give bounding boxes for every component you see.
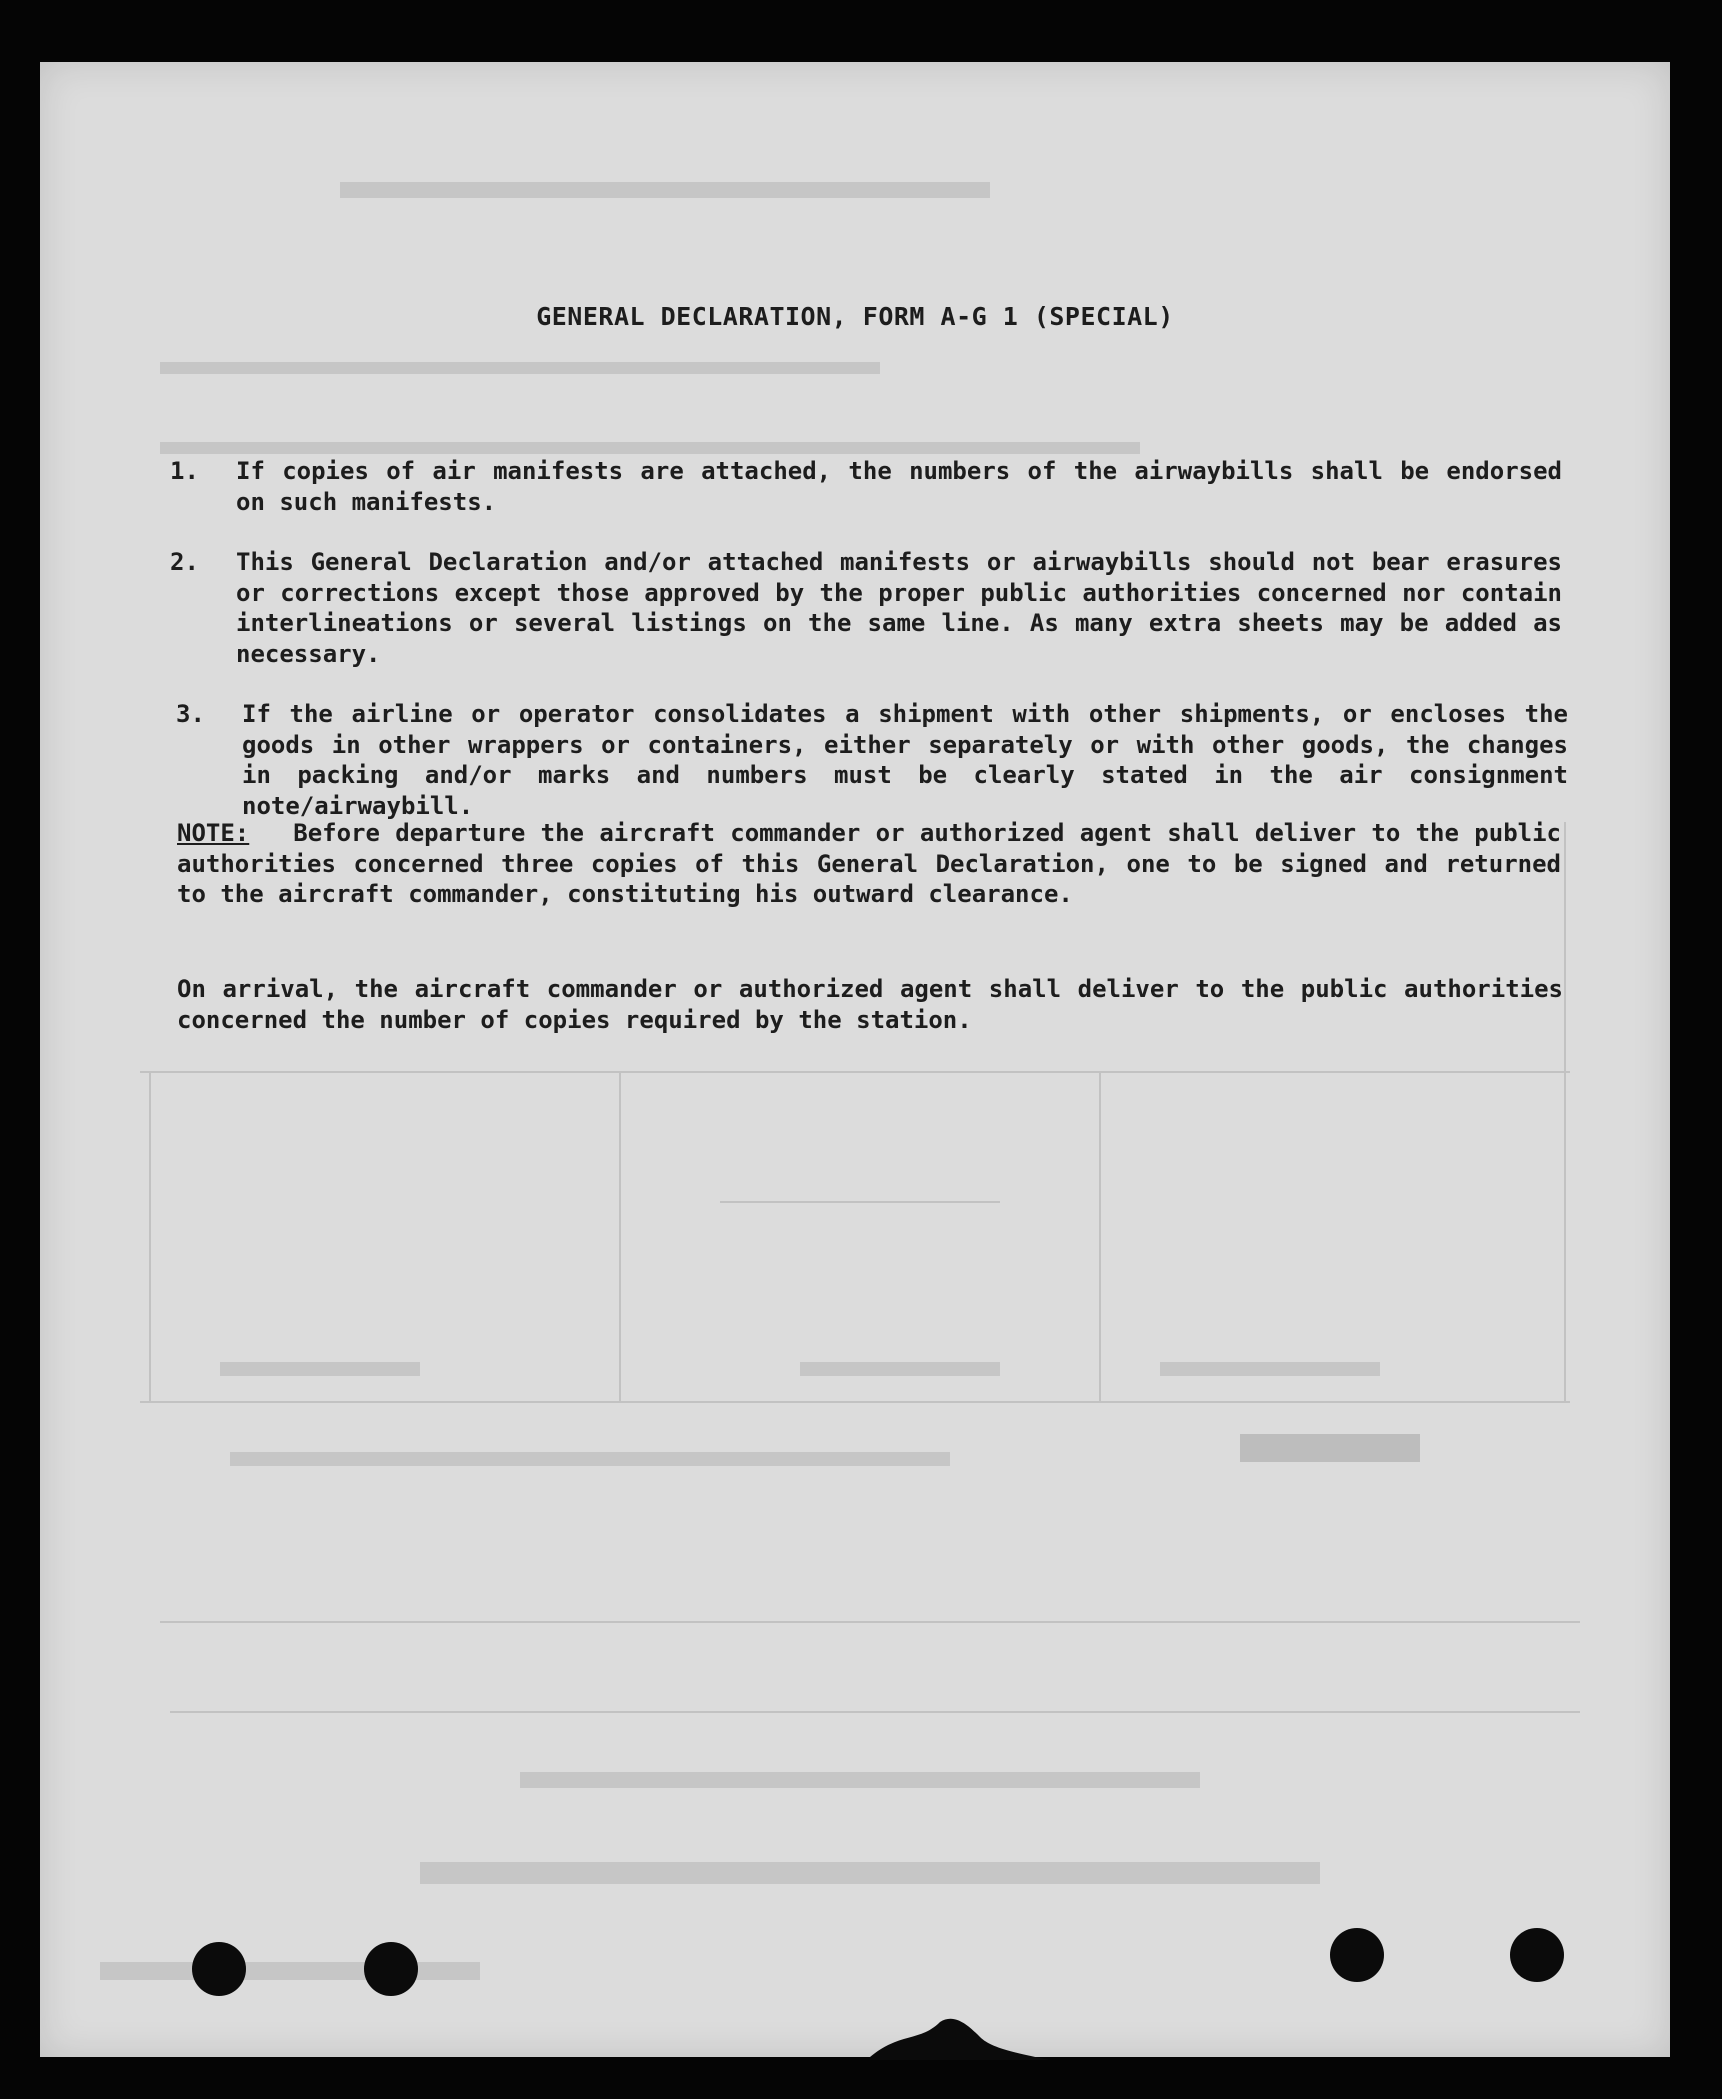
document-page [40,62,1670,2057]
item-number: 2. [170,548,199,576]
document-title: GENERAL DECLARATION, FORM A-G 1 (SPECIAL) [536,302,1174,331]
item-text: If the airline or operator consolidates a shipment with other shipments, or encloses the goods in other wrappers or containers, either separately or with other goods, the changes in packing and/or marks and numbers must be clearly stated in the air consignment note/airwaybill. [242,700,1568,820]
note-text: Before departure the aircraft commander or authorized agent shall deliver to the public authorities concerned three copies of this General Declaration, one to be signed and returned to the aircraft commander, constituting his outward clearance. [177,819,1561,908]
punch-hole-left-2 [364,1942,418,1996]
instruction-item-1 [170,456,1562,518]
note-label: NOTE: [177,819,250,847]
instruction-item-3 [176,699,1568,823]
document-content [40,62,1670,2057]
item-text: This General Declaration and/or attached manifests or airwaybills should not bear erasures or corrections except those approved by the proper public authorities concerned nor contain interlineations or several listings on the same line. As many extra sheets may be added as necessary. [236,548,1562,668]
item-number: 1. [170,457,199,485]
torn-edge-mark [860,2002,1060,2062]
punch-hole-right-2 [1510,1928,1564,1982]
item-number: 3. [176,700,205,728]
note-paragraph [177,818,1561,910]
item-text: If copies of air manifests are attached, the numbers of the airwaybills shall be endorsed on such manifests. [236,457,1562,516]
punch-hole-right-1 [1330,1928,1384,1982]
punch-hole-left-1 [192,1942,246,1996]
arrival-paragraph: On arrival, the aircraft commander or authorized agent shall deliver to the public authorities concerned the number of copies required by the station. [177,975,1563,1034]
instruction-item-2 [170,547,1562,671]
